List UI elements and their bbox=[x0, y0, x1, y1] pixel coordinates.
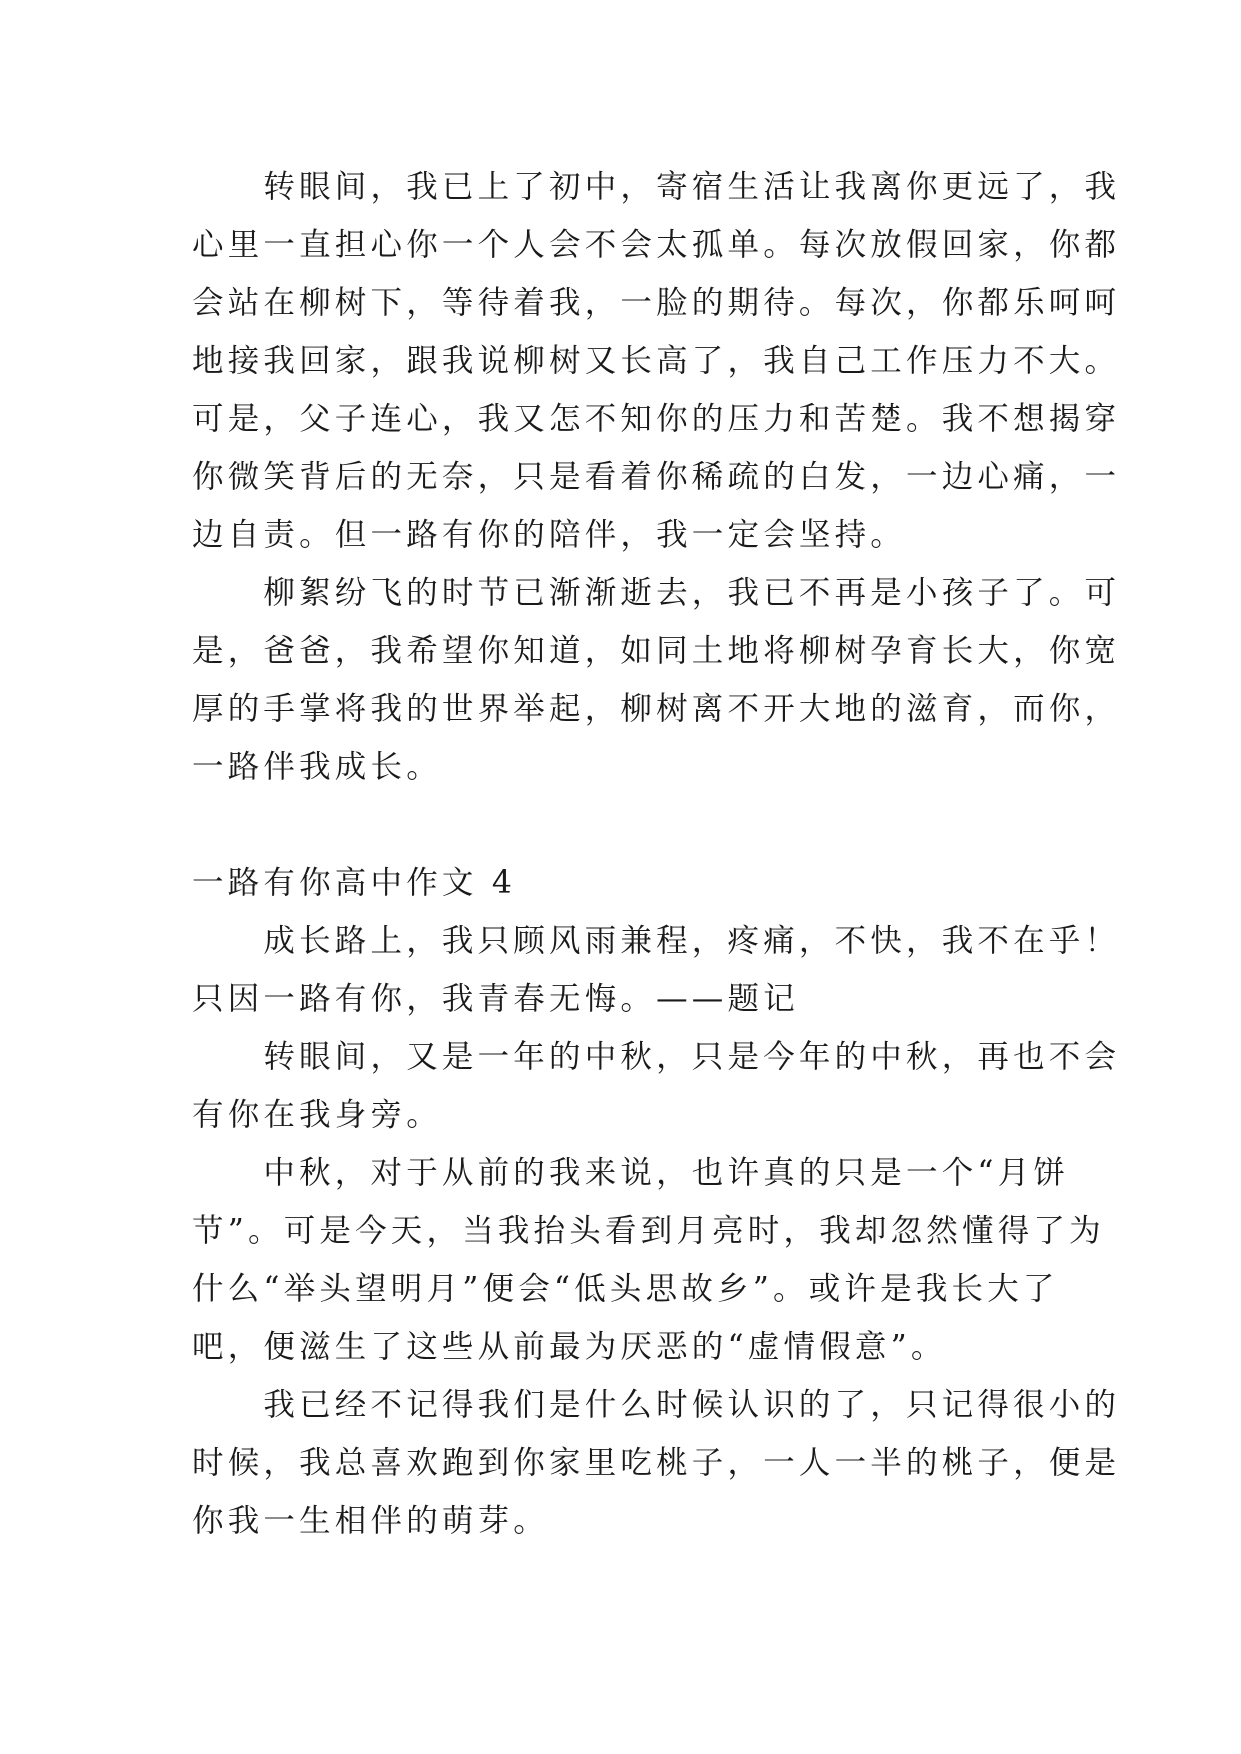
text-line: 你微笑背后的无奈，只是看着你稀疏的白发，一边心痛，一 bbox=[192, 459, 1121, 495]
text-line: 厚的手掌将我的世界举起，柳树离不开大地的滋育，而你， bbox=[192, 691, 1121, 727]
text-line: 吧，便滋生了这些从前最为厌恶的“虚情假意”。 bbox=[192, 1329, 947, 1365]
text-line: 一路伴我成长。 bbox=[192, 749, 442, 785]
text-line: 会站在柳树下，等待着我，一脸的期待。每次，你都乐呵呵 bbox=[192, 285, 1121, 321]
document-body bbox=[192, 158, 1121, 1550]
text-line: 时候，我总喜欢跑到你家里吃桃子，一人一半的桃子，便是 bbox=[192, 1445, 1121, 1481]
paragraph bbox=[192, 158, 1121, 564]
text-line: 你我一生相伴的萌芽。 bbox=[192, 1503, 550, 1539]
paragraph bbox=[192, 912, 1121, 1028]
blank-line bbox=[192, 796, 1072, 854]
text-line: 地接我回家，跟我说柳树又长高了，我自己工作压力不大。 bbox=[192, 343, 1121, 379]
text-line: 可是，父子连心，我又怎不知你的压力和苦楚。我不想揭穿 bbox=[192, 401, 1121, 437]
paragraph bbox=[192, 1376, 1121, 1550]
paragraph bbox=[192, 1144, 1105, 1376]
text-line: 中秋，对于从前的我来说，也许真的只是一个“月饼 bbox=[192, 1155, 1070, 1191]
text-line: 节”。可是今天，当我抬头看到月亮时，我却忽然懂得了为 bbox=[192, 1213, 1105, 1249]
text-line: 转眼间，又是一年的中秋，只是今年的中秋，再也不会 bbox=[192, 1039, 1121, 1075]
text-line: 成长路上，我只顾风雨兼程，疼痛，不快，我不在乎！ bbox=[192, 923, 1121, 959]
text-line: 什么“举头望明月”便会“低头思故乡”。或许是我长大了 bbox=[192, 1271, 1059, 1307]
text-line: 是，爸爸，我希望你知道，如同土地将柳树孕育长大，你宽 bbox=[192, 633, 1121, 669]
text-line: 只因一路有你，我青春无悔。——题记 bbox=[192, 981, 799, 1017]
text-line: 有你在我身旁。 bbox=[192, 1097, 442, 1133]
text-line: 我已经不记得我们是什么时候认识的了，只记得很小的 bbox=[192, 1387, 1121, 1423]
text-line: 心里一直担心你一个人会不会太孤单。每次放假回家，你都 bbox=[192, 227, 1121, 263]
text-line: 转眼间，我已上了初中，寄宿生活让我离你更远了，我 bbox=[192, 169, 1121, 205]
text-line: 柳絮纷飞的时节已渐渐逝去，我已不再是小孩子了。可 bbox=[192, 575, 1121, 611]
paragraph bbox=[192, 1028, 1121, 1144]
text-line: 边自责。但一路有你的陪伴，我一定会坚持。 bbox=[192, 517, 907, 553]
section-heading: 一路有你高中作文 4 bbox=[192, 865, 517, 901]
paragraph bbox=[192, 564, 1121, 796]
